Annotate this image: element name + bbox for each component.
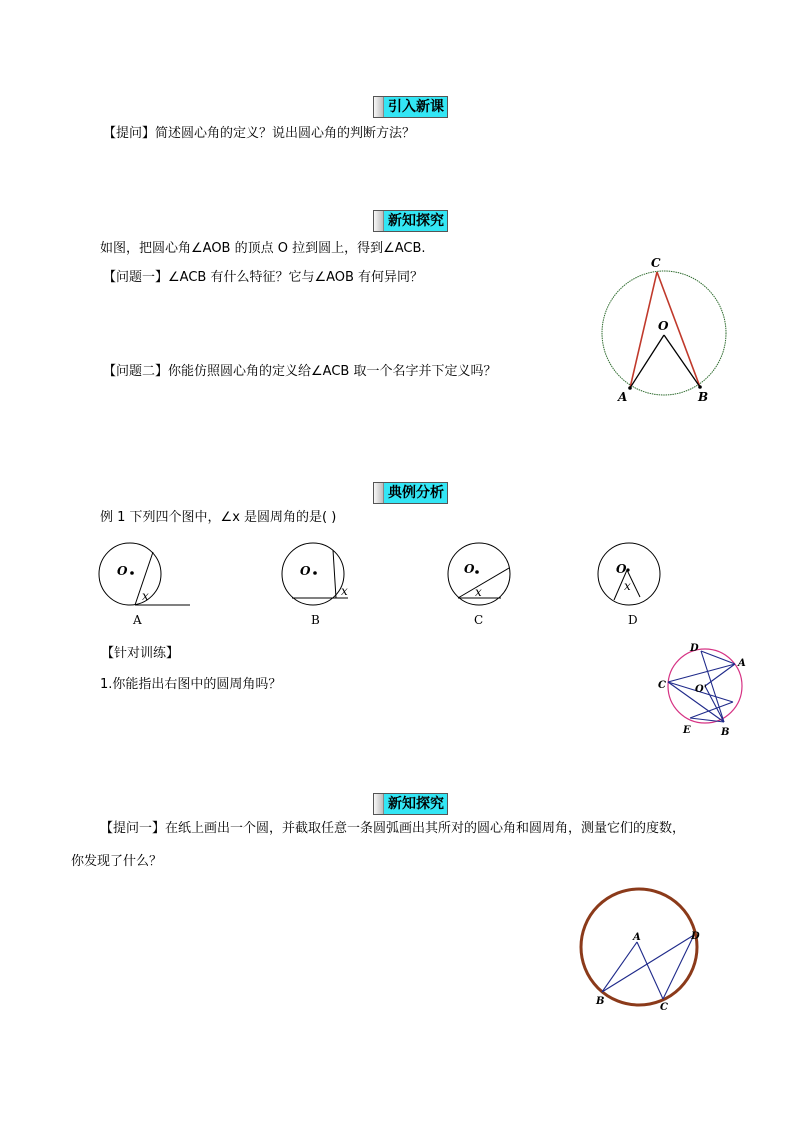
option-c-label-o: O xyxy=(464,562,475,576)
explore2-question-line-1: 【提问一】在纸上画出一个圆，并截取任意一条圆弧画出其所对的圆心角和圆周角，测量它们的度数， xyxy=(100,821,686,836)
explore1-question-2: 【问题二】你能仿照圆心角的定义给∠ACB 取一个名字并下定义吗？ xyxy=(103,364,497,379)
section-label-new-knowledge-1: 新知探究 xyxy=(373,210,448,232)
option-d-figure xyxy=(597,540,697,630)
training-question-1: 1.你能指出右图中的圆周角吗？ xyxy=(100,677,282,692)
training-line-oa xyxy=(705,664,735,686)
arc-figure-label-a: A xyxy=(633,932,641,943)
intro-question: 【提问】简述圆心角的定义？说出圆心角的判断方法？ xyxy=(103,126,416,141)
option-a-figure xyxy=(95,540,195,630)
explore1-intro: 如图，把圆心角∠AOB 的顶点 O 拉到圆上，得到∠ACB. xyxy=(100,241,426,256)
figure-arc-angles xyxy=(575,880,705,1015)
figure1-label-b: B xyxy=(698,390,709,404)
figure1-label-c: C xyxy=(651,256,661,270)
training-label-e: E xyxy=(683,725,691,736)
option-a-circle xyxy=(99,543,161,605)
training-label-a: A xyxy=(738,658,746,669)
option-c-figure xyxy=(444,540,544,630)
figure1-point-a xyxy=(628,386,632,390)
option-a-label-o: O xyxy=(117,564,128,578)
figure1-radius-ob xyxy=(664,335,700,387)
figure1-label-o: O xyxy=(658,319,669,333)
arc-figure-label-b: B xyxy=(596,996,605,1007)
option-b-chord xyxy=(333,550,336,598)
example-1-prompt: 例 1 下列四个图中，∠x 是圆周角的是( ) xyxy=(100,510,337,525)
arc-figure-line-ab xyxy=(602,942,637,992)
training-title: 【针对训练】 xyxy=(101,646,180,661)
option-c-center-dot xyxy=(475,570,479,574)
option-d-label-o: O xyxy=(616,562,627,576)
training-label-c: C xyxy=(658,680,666,691)
option-c-label-x: x xyxy=(475,585,482,599)
option-a-center-dot xyxy=(130,571,134,575)
figure-training xyxy=(655,640,765,740)
explore2-question-line-2: 你发现了什么？ xyxy=(71,854,163,869)
figure1-point-b xyxy=(698,385,702,389)
option-b-label-x: x xyxy=(341,584,348,598)
option-d-label-x: x xyxy=(624,579,631,593)
explore1-question-1: 【问题一】∠ACB 有什么特征？它与∠AOB 有何异同？ xyxy=(103,270,424,285)
option-b-label-o: O xyxy=(300,564,311,578)
arc-figure-label-c: C xyxy=(660,1002,668,1013)
option-b-figure xyxy=(278,540,378,630)
option-a-letter: A xyxy=(133,613,142,627)
arc-figure-line-ac xyxy=(637,942,663,999)
figure1-chord-ca xyxy=(630,272,657,388)
figure1-label-a: A xyxy=(618,390,628,404)
training-label-b: B xyxy=(721,727,730,738)
figure1-radius-oa xyxy=(630,335,664,388)
option-d-letter: D xyxy=(628,613,638,627)
training-label-d: D xyxy=(690,643,699,654)
option-a-label-x: x xyxy=(142,589,149,603)
section-label-examples: 典例分析 xyxy=(373,482,448,504)
section-label-intro: 引入新课 xyxy=(373,96,448,118)
arc-figure-label-d: D xyxy=(691,931,700,942)
section-label-new-knowledge-2: 新知探究 xyxy=(373,793,448,815)
option-b-center-dot xyxy=(313,571,317,575)
option-d-center-dot xyxy=(626,568,629,571)
training-line-da xyxy=(701,651,735,664)
option-b-letter: B xyxy=(311,613,320,627)
figure-inscribed-angle xyxy=(590,255,740,410)
training-line-ca xyxy=(668,664,735,682)
option-c-letter: C xyxy=(474,613,484,627)
training-label-o: O' xyxy=(695,684,707,695)
